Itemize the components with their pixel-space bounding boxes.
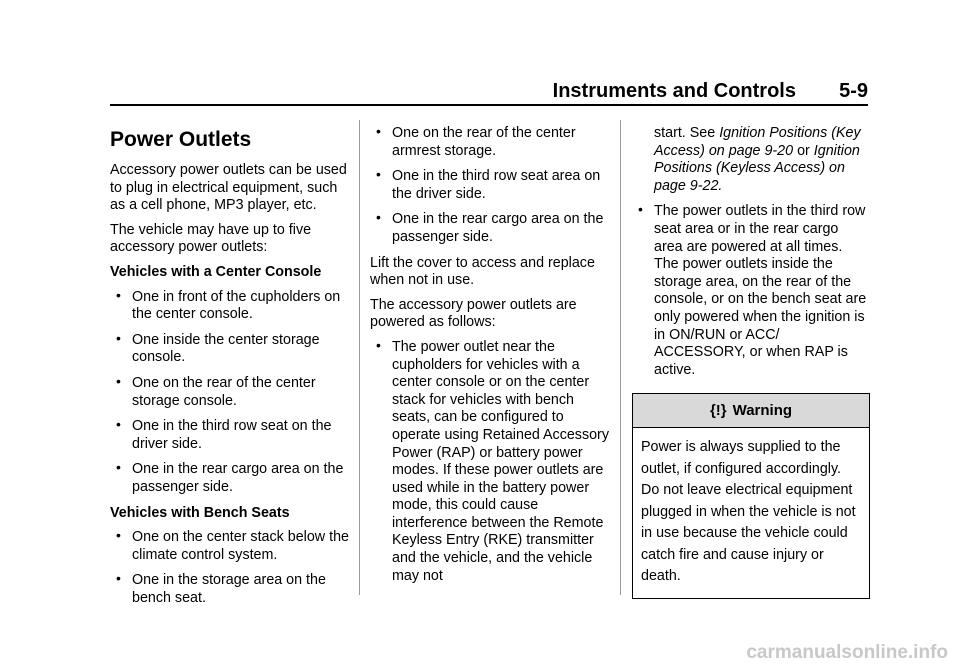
list-item: • One in the rear cargo area on the passenger side. <box>116 459 344 495</box>
powered-as-follows-paragraph: The accessory power outlets are powered as follows: <box>370 296 577 331</box>
intro-paragraph: Accessory power outlets can be used to plug in electrical equipment, such as a cell phone, MP3 player, etc. <box>110 162 347 214</box>
bullet-icon: • <box>116 570 121 587</box>
page-number: 5-9 <box>839 80 868 102</box>
warning-header <box>633 394 869 428</box>
list-item: • One in the rear cargo area on the passenger side. <box>376 209 604 245</box>
bullet-icon: • <box>638 201 643 218</box>
watermark: carmanualsonline.info <box>746 642 948 663</box>
subhead-center-console: Vehicles with a Center Console <box>110 263 322 280</box>
list-item: • One in front of the cupholders on the center console. <box>116 286 341 323</box>
list-item: • One on the rear of the center storage console. <box>116 372 316 409</box>
bullet-icon: • <box>116 527 121 544</box>
outlet-count-paragraph: The vehicle may have up to five accessory power outlets: <box>110 221 312 256</box>
bullet-icon: • <box>376 166 381 183</box>
column-divider-2 <box>620 120 621 595</box>
bullet-icon: • <box>116 459 121 476</box>
column-3 <box>632 125 870 599</box>
column-2 <box>370 125 612 593</box>
warning-box <box>632 393 870 599</box>
column-divider-1 <box>359 120 360 595</box>
list-item: • One inside the center storage console. <box>116 329 320 366</box>
list-item: • One in the third row seat on the driver side. <box>116 416 332 452</box>
warning-icon: {!} <box>709 402 727 420</box>
bullet-icon: • <box>116 286 121 303</box>
bullet-icon: • <box>116 372 121 389</box>
ref-ignition-key-access[interactable]: Ignition Positions (Key Access) on page 9-20 <box>654 125 861 159</box>
list-item: • The power outlet near the cupholders for vehicles with a center console or on the center stack for vehicles with bench seats, can be configured to operate using Retained Accessory Power (RAP) or battery power modes. If these power outlets are used while in the battery power mode, this could cause interference between the Remote Keyless Entry (RKE) transmitter and the vehicle, and the vehicle may not <box>376 336 609 584</box>
header-rule <box>110 104 868 106</box>
bullet-icon: • <box>116 329 121 346</box>
continued-text: start. See Ignition Positions (Key Access) on page 9-20 or Ignition Positions (Keyless Access) on page 9-22. <box>654 125 861 194</box>
page-header <box>110 80 868 104</box>
list-item: • One on the rear of the center armrest storage. <box>376 123 576 159</box>
lift-cover-paragraph: Lift the cover to access and replace when not in use. <box>370 254 595 289</box>
column-1 <box>110 128 350 615</box>
list-item: • One in the third row seat area on the driver side. <box>376 166 601 202</box>
ref-ignition-keyless-access[interactable]: Ignition Positions (Keyless Access) on page 9-22 <box>654 142 860 194</box>
bullet-icon: • <box>376 336 381 353</box>
list-item: • One in the storage area on the bench seat. <box>116 570 326 606</box>
list-item: • One on the center stack below the climate control system. <box>116 527 349 563</box>
section-title: Power Outlets <box>110 128 252 151</box>
bullet-icon: • <box>116 416 121 433</box>
bullet-icon: • <box>376 123 381 139</box>
bullet-icon: • <box>376 209 381 226</box>
warning-label: Warning <box>732 402 793 420</box>
warning-text: Power is always supplied to the outlet, if configured accordingly. Do not leave electrical equipment plugged in when the vehicle is not in use because the vehicle could catch fire and cause injury or death. <box>641 439 856 585</box>
list-item: • The power outlets in the third row seat area or in the rear cargo area are powered at all times. The power outlets inside the storage area, on the rear of the console, or on the bench seat are only powered when the ignition is in ON/RUN or ACC/ ACCESSORY, or when RAP is active. <box>638 201 867 378</box>
chapter-title: Instruments and Controls <box>552 80 796 102</box>
subhead-bench-seats: Vehicles with Bench Seats <box>110 504 290 521</box>
